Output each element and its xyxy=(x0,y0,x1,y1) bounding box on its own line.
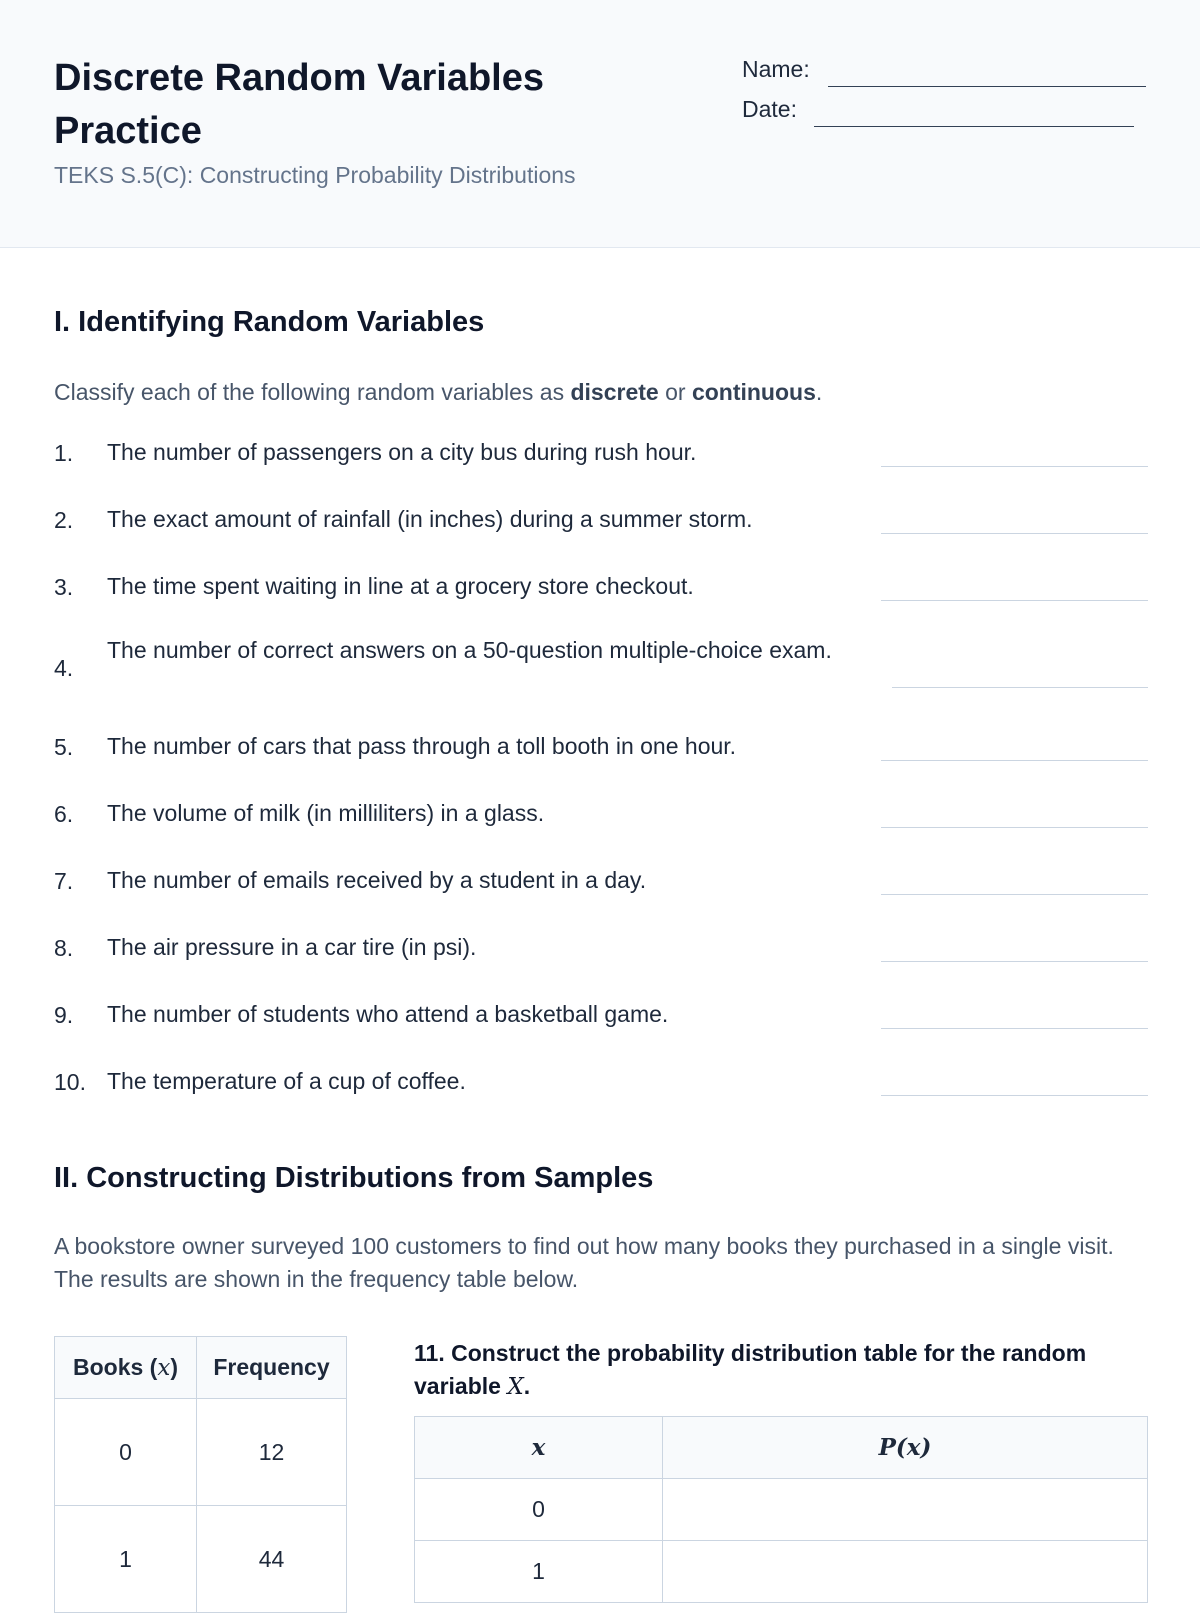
prob-col-x: x xyxy=(415,1417,663,1479)
question-item xyxy=(54,801,1148,851)
question-item xyxy=(54,440,1148,490)
question-number: 5. xyxy=(54,734,74,760)
name-field xyxy=(742,56,810,83)
question-number: 2. xyxy=(54,507,74,533)
freq-f-cell: 44 xyxy=(197,1506,347,1613)
question-text: The number of cars that pass through a toll booth in one hour. xyxy=(107,733,737,759)
answer-line[interactable] xyxy=(881,893,1148,895)
question-number: 7. xyxy=(54,868,74,894)
question-item xyxy=(54,935,1148,985)
question-text: The volume of milk (in milliliters) in a glass. xyxy=(107,800,545,826)
task-11-var: X xyxy=(507,1374,524,1400)
section-2-intro: A bookstore owner surveyed 100 customers to find out how many books they purchased in a single visit. The results are shown in the frequency table below. xyxy=(54,1233,1114,1292)
question-item xyxy=(54,1069,1148,1119)
answer-line[interactable] xyxy=(881,599,1148,601)
page-title: Discrete Random Variables Practice xyxy=(54,57,544,152)
section-2-heading: II. Constructing Distributions from Samples xyxy=(54,1162,654,1194)
prob-px-input[interactable] xyxy=(663,1479,1148,1541)
freq-col-books xyxy=(55,1337,197,1399)
prob-px-input[interactable] xyxy=(663,1541,1148,1603)
table-row xyxy=(55,1399,347,1506)
answer-line[interactable] xyxy=(881,465,1148,467)
question-item xyxy=(54,574,1148,624)
question-text: The temperature of a cup of coffee. xyxy=(107,1068,466,1094)
name-line[interactable] xyxy=(828,62,1146,87)
question-text: The number of students who attend a basketball game. xyxy=(107,1001,669,1027)
books-header-prefix: Books ( xyxy=(73,1354,158,1380)
probability-table xyxy=(414,1416,1148,1603)
date-field xyxy=(742,96,797,123)
page-subtitle: TEKS S.5(C): Constructing Probability Distributions xyxy=(54,162,576,188)
freq-col-frequency: Frequency xyxy=(197,1337,347,1399)
answer-line[interactable] xyxy=(881,759,1148,761)
frequency-table xyxy=(54,1336,347,1613)
question-text: The number of passengers on a city bus during rush hour. xyxy=(107,439,697,465)
name-label: Name: xyxy=(742,56,810,82)
task-11 xyxy=(414,1337,1144,1404)
section-1-heading: I. Identifying Random Variables xyxy=(54,306,485,338)
question-item xyxy=(54,507,1148,557)
question-text: The number of emails received by a student in a day. xyxy=(107,867,647,893)
instruction-post: . xyxy=(815,379,823,405)
answer-line[interactable] xyxy=(881,1094,1148,1096)
question-item xyxy=(54,734,1148,784)
date-line[interactable] xyxy=(814,102,1134,127)
question-number: 9. xyxy=(54,1002,74,1028)
word-continuous: continuous xyxy=(691,379,816,405)
task-11-text: 11. Construct the probability distribution table for the random variable xyxy=(414,1340,1087,1399)
section-1-instruction xyxy=(54,376,822,409)
question-number: 8. xyxy=(54,935,74,961)
books-header-suffix: ) xyxy=(170,1354,178,1380)
question-item xyxy=(54,638,1148,718)
freq-f-cell: 12 xyxy=(197,1399,347,1506)
question-item xyxy=(54,868,1148,918)
prob-x-cell: 1 xyxy=(415,1541,663,1603)
question-text: The time spent waiting in line at a grocery store checkout. xyxy=(107,573,694,599)
table-row xyxy=(415,1479,1148,1541)
table-row xyxy=(55,1506,347,1613)
task-11-end: . xyxy=(523,1373,531,1399)
question-text: The number of correct answers on a 50-question multiple-choice exam. xyxy=(107,637,832,663)
word-or: or xyxy=(658,379,692,405)
question-number: 1. xyxy=(54,440,74,466)
instruction-pre: Classify each of the following random variables as xyxy=(54,379,571,405)
table-row xyxy=(415,1541,1148,1603)
answer-line[interactable] xyxy=(892,686,1148,688)
date-label: Date: xyxy=(742,96,797,122)
question-text: The exact amount of rainfall (in inches) during a summer storm. xyxy=(107,506,753,532)
prob-col-px: P(x) xyxy=(663,1417,1148,1479)
books-header-var: x xyxy=(157,1355,171,1381)
word-discrete: discrete xyxy=(570,379,659,405)
answer-line[interactable] xyxy=(881,960,1148,962)
question-item xyxy=(54,1002,1148,1052)
question-number: 10. xyxy=(54,1069,86,1095)
freq-x-cell: 1 xyxy=(55,1506,197,1613)
question-number: 4. xyxy=(54,655,74,681)
freq-x-cell: 0 xyxy=(55,1399,197,1506)
answer-line[interactable] xyxy=(881,532,1148,534)
answer-line[interactable] xyxy=(881,1027,1148,1029)
question-text: The air pressure in a car tire (in psi). xyxy=(107,934,477,960)
prob-x-cell: 0 xyxy=(415,1479,663,1541)
question-number: 3. xyxy=(54,574,74,600)
answer-line[interactable] xyxy=(881,826,1148,828)
question-number: 6. xyxy=(54,801,74,827)
